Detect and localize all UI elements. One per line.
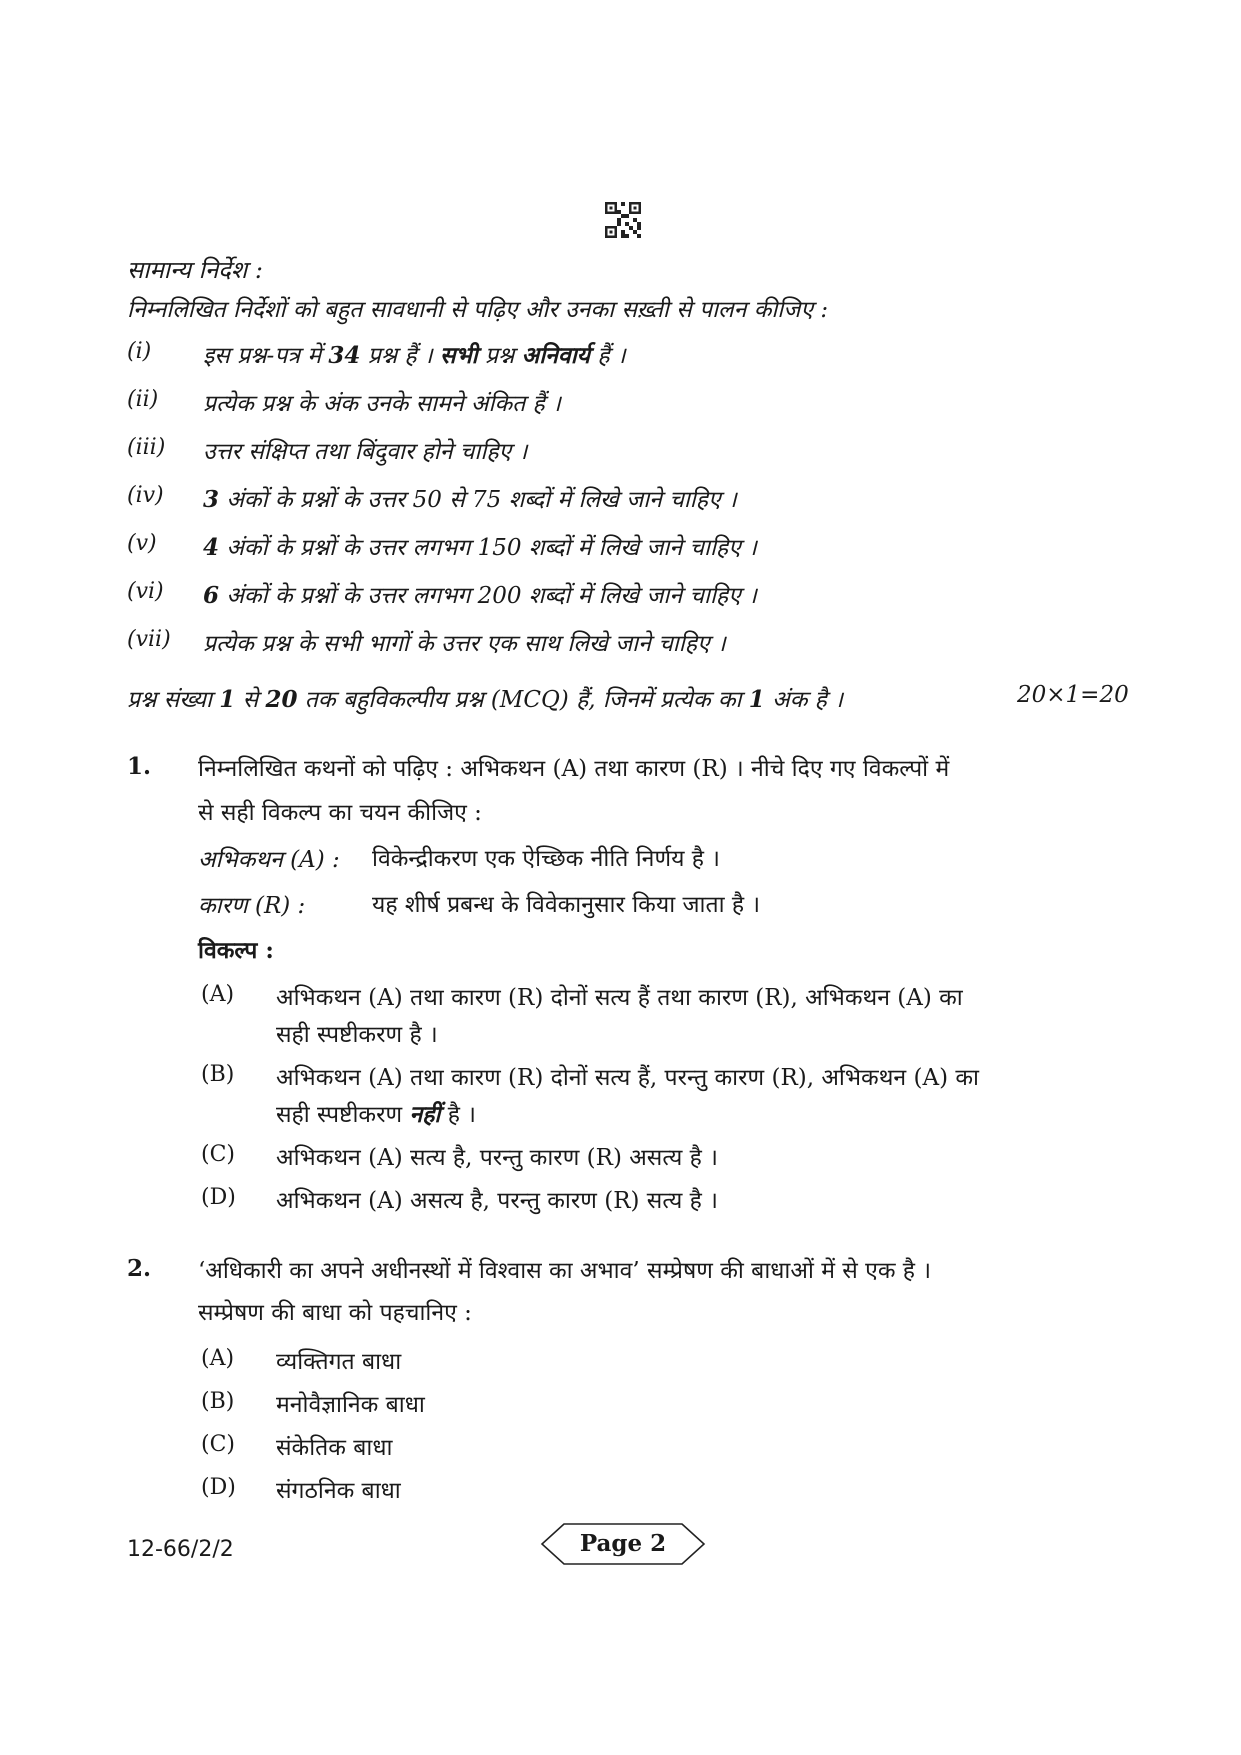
option-text: व्यक्तिगत बाधा: [276, 1349, 402, 1375]
instruction-text: 3 अंकों के प्रश्नों के उत्तर 50 से 75 शब्दों में लिखे जाने चाहिए ।: [203, 486, 737, 513]
question-text: से सही विकल्प का चयन कीजिए :: [198, 800, 482, 826]
option-letter: (D): [201, 1475, 236, 1500]
instruction-number: (v): [127, 531, 157, 556]
option-letter: (A): [201, 1346, 235, 1371]
page-number-badge: [540, 1522, 706, 1566]
option-letter: (B): [201, 1389, 235, 1414]
instruction-text: प्रत्येक प्रश्न के अंक उनके सामने अंकित हैं ।: [203, 391, 561, 417]
options-heading: विकल्प :: [198, 937, 274, 964]
option-letter: (D): [201, 1185, 236, 1210]
instruction-text: इस प्रश्न-पत्र में 34 प्रश्न हैं । सभी प्रश्न अनिवार्य हैं ।: [203, 342, 626, 369]
question-text: निम्नलिखित कथनों को पढ़िए : अभिकथन (A) तथा कारण (R) । नीचे दिए गए विकल्पों में: [198, 756, 950, 782]
page-number: Page 2: [579, 1530, 667, 1557]
reason-label: कारण (R) :: [198, 893, 306, 919]
mcq-marks: 20×1=20: [1017, 682, 1129, 708]
option-text: सही स्पष्टीकरण है ।: [276, 1022, 438, 1048]
instruction-text: प्रत्येक प्रश्न के सभी भागों के उत्तर एक साथ लिखे जाने चाहिए ।: [203, 631, 726, 657]
reason-text: यह शीर्ष प्रबन्ध के विवेकानुसार किया जाता है ।: [372, 892, 761, 918]
instruction-number: (vii): [127, 627, 171, 652]
question-text: सम्प्रेषण की बाधा को पहचानिए :: [198, 1300, 472, 1326]
instruction-text: 4 अंकों के प्रश्नों के उत्तर लगभग 150 शब्दों में लिखे जाने चाहिए ।: [203, 534, 757, 561]
general-instructions-title: सामान्य निर्देश :: [127, 256, 263, 284]
option-text: संगठनिक बाधा: [276, 1478, 401, 1504]
assertion-text: विकेन्द्रीकरण एक ऐच्छिक नीति निर्णय है ।: [372, 846, 720, 872]
assertion-label: अभिकथन (A) :: [198, 847, 340, 873]
paper-code: 12-66/2/2: [127, 1537, 234, 1562]
instruction-text: उत्तर संक्षिप्त तथा बिंदुवार होने चाहिए ।: [203, 439, 528, 465]
option-letter: (B): [201, 1062, 235, 1087]
qr-code-icon: [605, 201, 641, 239]
general-instructions-intro: निम्नलिखित निर्देशों को बहुत सावधानी से पढ़िए और उनका सख़्ती से पालन कीजिए :: [127, 297, 829, 323]
question-text: ‘अधिकारी का अपने अधीनस्थों में विश्वास का अभाव’ सम्प्रेषण की बाधाओं में से एक है ।: [198, 1258, 932, 1284]
option-text: अभिकथन (A) तथा कारण (R) दोनों सत्य हैं, परन्तु कारण (R), अभिकथन (A) का: [276, 1065, 979, 1091]
instruction-number: (ii): [127, 387, 159, 412]
mcq-section-note: प्रश्न संख्या 1 से 20 तक बहुविकल्पीय प्रश्न (MCQ) हैं, जिनमें प्रत्येक का 1 अंक है ।: [127, 686, 843, 713]
instruction-number: (i): [127, 339, 152, 364]
question-number: 1.: [127, 753, 152, 780]
option-letter: (C): [201, 1432, 235, 1457]
option-text: अभिकथन (A) असत्य है, परन्तु कारण (R) सत्य है ।: [276, 1188, 718, 1214]
option-text: अभिकथन (A) तथा कारण (R) दोनों सत्य हैं तथा कारण (R), अभिकथन (A) का: [276, 985, 963, 1011]
question-number: 2.: [127, 1255, 152, 1282]
option-letter: (C): [201, 1142, 235, 1167]
instruction-number: (iv): [127, 483, 164, 508]
instruction-number: (vi): [127, 579, 164, 604]
instruction-number: (iii): [127, 435, 166, 460]
instruction-text: 6 अंकों के प्रश्नों के उत्तर लगभग 200 शब्दों में लिखे जाने चाहिए ।: [203, 582, 757, 609]
option-text: अभिकथन (A) सत्य है, परन्तु कारण (R) असत्य है ।: [276, 1145, 718, 1171]
option-text: संकेतिक बाधा: [276, 1435, 393, 1461]
option-text: मनोवैज्ञानिक बाधा: [276, 1392, 425, 1418]
option-letter: (A): [201, 982, 235, 1007]
option-text: सही स्पष्टीकरण नहीं है ।: [276, 1101, 476, 1128]
